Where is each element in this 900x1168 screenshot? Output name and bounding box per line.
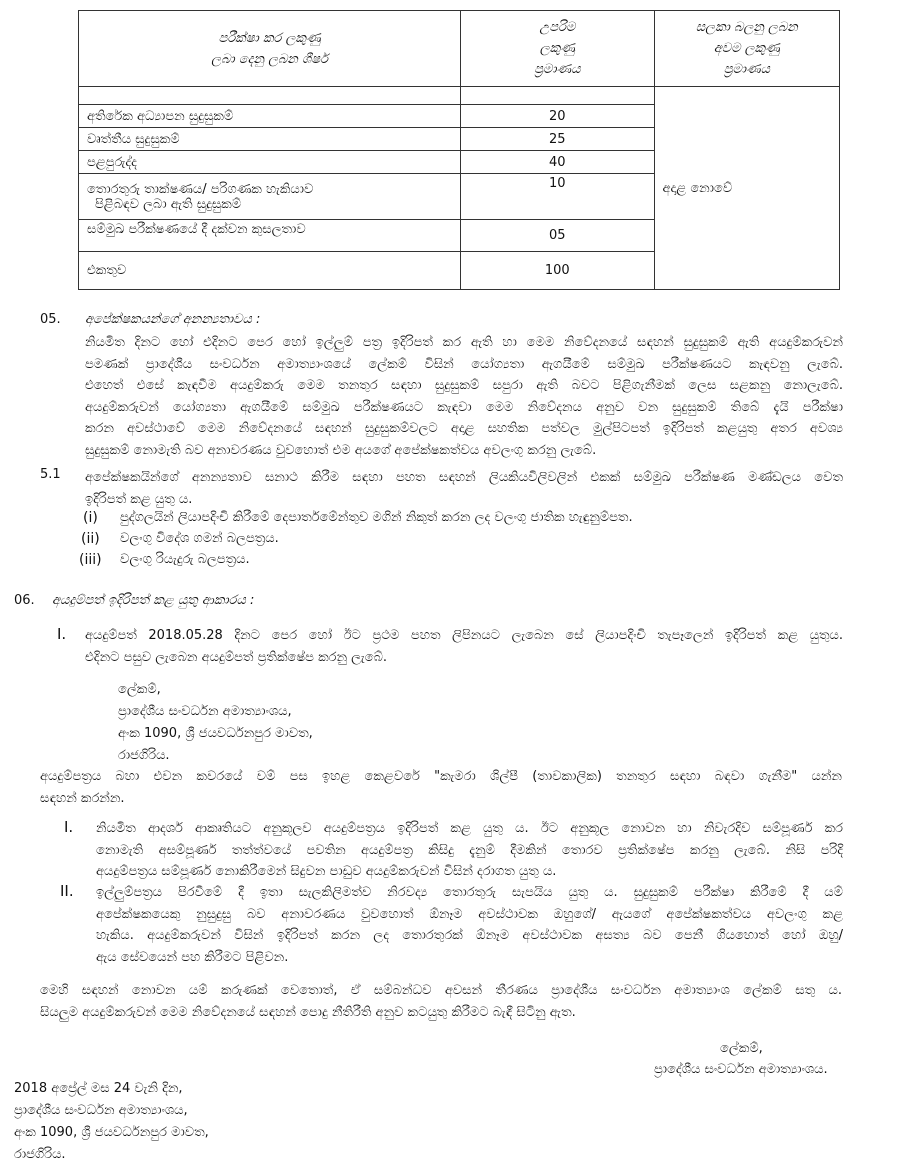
min-marks-cell: අදාළ නොවේ	[654, 87, 840, 290]
address-block: ලේකම්, ප්‍රාදේශීය සංවර්ධන අමාත්‍යාංශය, අංක 1090, ශ්‍රී ජයවර්ධනපුර මාවත, රාජගිරිය.	[118, 682, 313, 763]
table-row: අතිරේක අධ්‍යාපන සුදුසුකම් 20	[79, 105, 840, 128]
table-row: සම්මුඛ පරීක්ෂණයේ දී දක්වන කුසලතාව 05	[79, 220, 840, 252]
table-row: තොරතුරු තාක්ෂණය/ පරිගණක හැකියාව පිළිබඳව ලබා ඇති සුදුසුකම් 10	[79, 174, 840, 220]
section6-number: 06.	[14, 593, 35, 608]
section51-body: අපේක්ෂකයින්ගේ අනන්‍යතාව සනාථ කිරීම සඳහා පහත සඳහන් ලියකියවිලිවලින් එකක් සම්මුඛ පරීක්ෂණ මණ්ඩලය වෙත ඉදිරිපත් කළ යුතු ය.	[85, 470, 843, 507]
table-header-row	[79, 11, 840, 87]
table-row: වෘත්තීය සුදුසුකම් 25	[79, 128, 840, 151]
header-max-marks: උපරිම ලකුණු ප්‍රමාණය	[461, 11, 654, 87]
list-item-num: (i)	[83, 510, 98, 526]
list-item: වලංගු රියැදුරු බලපත්‍රය.	[120, 552, 250, 567]
section5-body: නියමිත දිනට හෝ එදිනට පෙර හෝ ඉල්ලුම් පත්‍ර ඉදිරිපත් කර ඇති හා මෙම නිවේදනයේ සඳහන් සුදුසුකම් ඇති අයදුම්කරුවන් පමණක් ප්‍රාදේශීය සංවර්ධන අමාත්‍යාංශයේ ලේකම් විසින් යෝග්‍යතා ඇගයීමේ සම්මුඛ පරීක්ෂණයට කැඳවනු ලැබේ. එහෙත් එසේ කැඳවීම අයදුම්කරු මෙම තනතුර සඳහා සුදුසුකම් සපුරා ඇති බවට පිළිගැනීමක් ලෙස සළකනු නොලැබේ. අයදුම්කරුවන් යෝග්‍යතා ඇගයීමේ සම්මුඛ පරීක්ෂණයට කැඳවා මෙම නිවේදනය අනුව වන සුදුසුකම් තිබේ දැයි පරීක්ෂා කරන අවස්ථාවේ මෙම නිවේදනයේ සඳහන් සුදුසුකම්වලට අදාළ සහතික පත්වල මුල්පිටපත් ඉදිරිපත් කළයුතු අතර අවශ්‍ය සුදුසුකම් නොමැති බව අනාවරණය වුවහොත් එම අයගේ අපේක්ෂකත්වය අවලංගු කරනු ලැබේ.	[85, 335, 843, 458]
footer-block: 2018 අප්‍රේල් මස 24 වැනි දින, ප්‍රාදේශීය සංවර්ධන අමාත්‍යාංශය, අංක 1090, ශ්‍රී ජයවර්ධනපුර මාවත, රාජගිරිය.	[14, 1081, 209, 1162]
marks-table	[78, 10, 840, 290]
table-total-row: එකතුව 100	[79, 252, 840, 290]
list-item: වලංගු විදේශ ගමන් බලපත්‍රය.	[120, 531, 279, 546]
header-min-marks: සලකා බලනු ලබන අවම ලකුණු ප්‍රමාණය	[654, 11, 840, 87]
section5-number: 05.	[40, 312, 61, 327]
item-num: I.	[57, 625, 67, 643]
list-item: පුද්ගලයින් ලියාපදිංචි කිරීමේ දෙපාර්තමේන්තුව මගින් නිකුත් කරන ලද වලංගු ජාතික හැඳුනුම්පත.	[120, 510, 633, 525]
item-num: II.	[60, 882, 74, 900]
table-spacer-row	[79, 87, 840, 105]
section5-heading: අපේක්ෂකයන්ගේ අනන්‍යතාවය :	[85, 312, 261, 327]
closing-note: මෙහි සඳහන් නොවන යම් කරුණක් වෙතොත්, ඒ සම්බන්ධව අවසන් තීරණය ප්‍රාදේශීය සංවර්ධන අමාත්‍යාංශ ලේකම් සතු ය. සියලුම අයදුම්කරුවන් මෙම නිවේදනයේ සඳහන් පොදු නීතිරීති අනුව කටයුතු කිරීමට බැඳී සිටිනු ඇත.	[40, 983, 842, 1020]
item-num: I.	[64, 818, 74, 836]
list-item-num: (iii)	[79, 552, 102, 568]
section6-heading: අයදුම්පත් ඉදිරිපත් කළ යුතු ආකාරය :	[52, 593, 255, 608]
list-item-num: (ii)	[81, 531, 100, 547]
signature-ministry: ප්‍රාදේශීය සංවර්ධන අමාත්‍යාංශය.	[654, 1062, 828, 1077]
section6-item3-body: ඉල්ලුම්පත්‍රය පිරවීමේ දී ඉතා සැලකිලිමත්ව නිරවද්‍ය තොරතුරු සැපයිය යුතු ය. සුදුසුකම් පරීක්ෂා කිරීමේ දී යම් අපේක්ෂකයෙකු නුසුදුසු බව අනාවරණය වුවහොත් ඕනෑම අවස්ථාවක ඔහුගේ/ ඇයගේ අපේක්ෂකත්වය අවලංගු කළ හැකිය. අයදුම්කරුවන් විසින් ඉදිරිපත් කරන ලද තොරතුරක් ඕනෑම අවස්ථාවක අසත්‍ය බව පෙනී ගියහොත් හෝ ඔහු/ ඇය සේවයෙන් පහ කිරීමට පිළිවන.	[96, 885, 843, 965]
table-row: පළපුරුද්ද 40	[79, 151, 840, 174]
header-criteria: පරීක්ෂා කර ලකුණු ලබා දෙනු ලබන ශීර්ෂ	[79, 11, 461, 87]
section6-item1-body: අයදුම්පත් 2018.05.28 දිනට පෙර හෝ ඊට ප්‍රථම පහත ලිපිනයට ලැබෙන සේ ලියාපදිංචි තැපෑලෙන් ඉදිරිපත් කළ යුතුය. එදිනට පසුව ලැබෙන අයදුම්පත් ප්‍රතික්ෂේප කරනු ලැබේ.	[85, 628, 843, 665]
signature-title: ලේකම්,	[720, 1041, 763, 1056]
envelope-note: අයදුම්පත්‍රය බහා එවන කවරයේ වම් පස ඉහළ කෙළවරේ "කැමරා ශිල්පී (තාවකාලික) තනතුර සඳහා බඳවා ගැනීම" යන්න සඳහන් කරන්න.	[40, 769, 842, 806]
section6-item2-body: නියමිත ආදර්ශ ආකෘතියට අනුකූලව අයදුම්පත්‍රය ඉදිරිපත් කළ යුතු ය. ඊට අනුකූල නොවන හා නිවැරදිව සම්පූර්ණ කර නොමැති අසම්පූර්ණ තත්ත්වයේ පවතින අයදුම්පත්‍ර කිසිදු දැනුම් දීමකින් තොරව ප්‍රතික්ෂේප කරනු ලැබේ. නිසි පරිදි අයදුම්පත්‍රය සම්පූර්ණ නොකිරීමෙන් සිදුවන පාඩුව අයදුම්කරුවන් විසින් දරාගත යුතු ය.	[96, 821, 843, 879]
section51-number: 5.1	[40, 467, 61, 482]
